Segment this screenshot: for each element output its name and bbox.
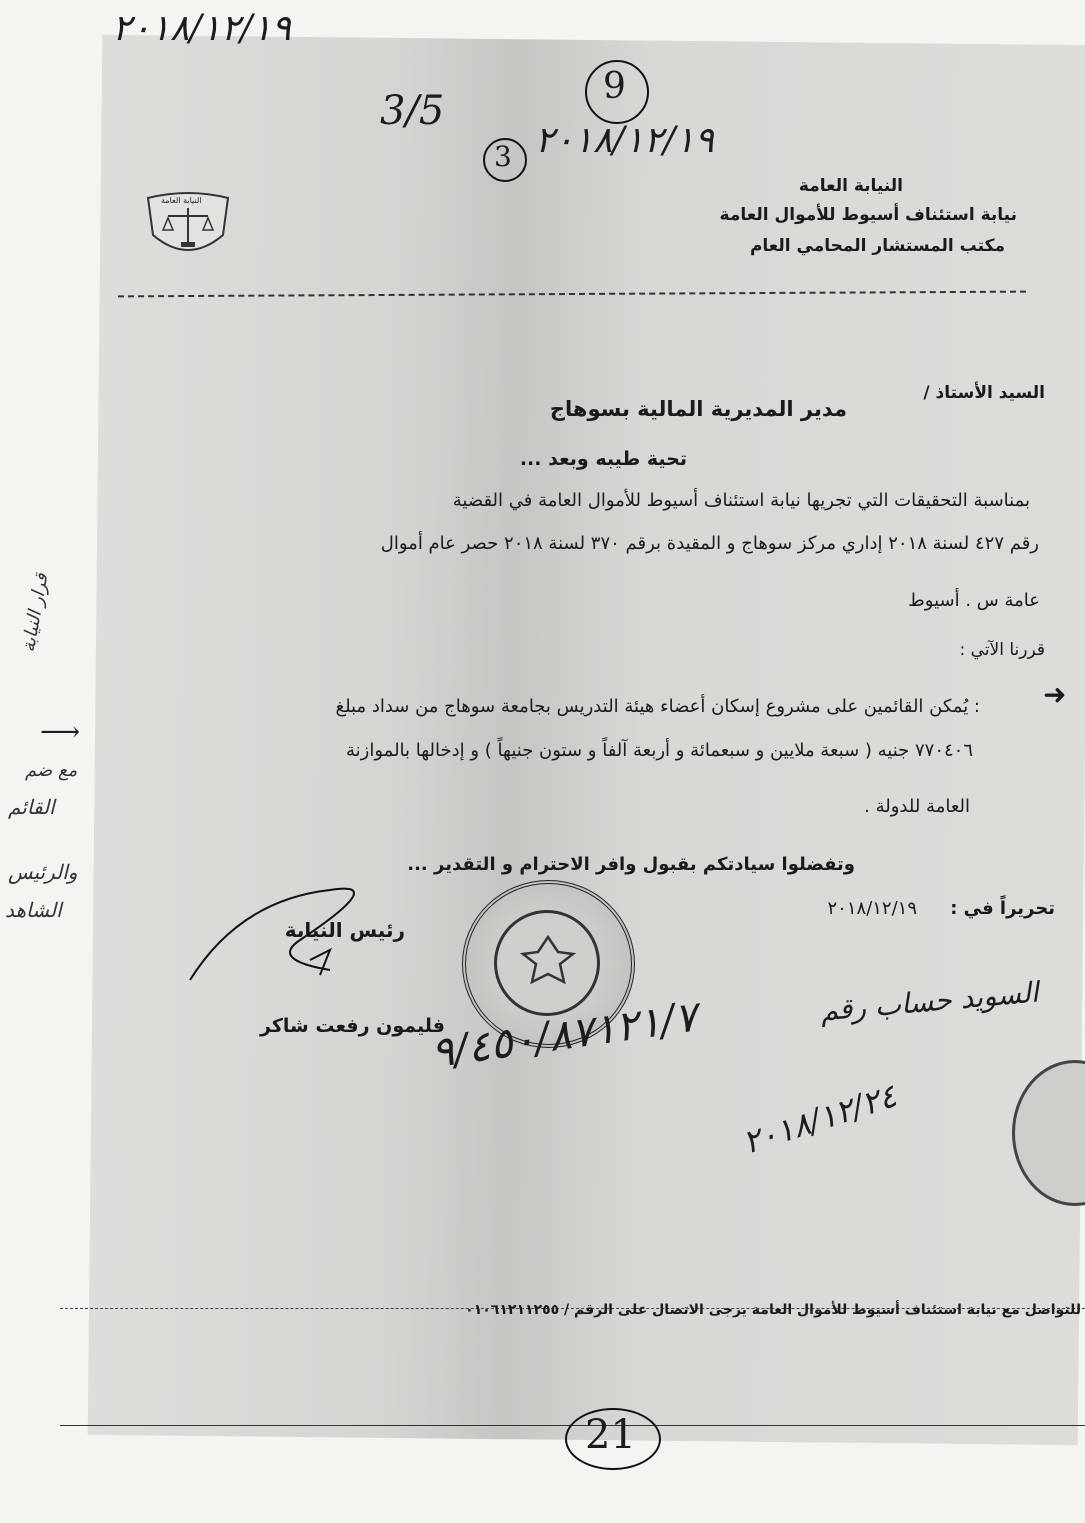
arrow-icon: ➜: [1043, 678, 1067, 711]
logo-caption: النيابة العامة: [161, 196, 202, 205]
date-value: ٢٠١٨/١٢/١٩: [827, 898, 917, 919]
handwritten-fraction: 3/5: [380, 88, 445, 134]
signer-name: فليمون رفعت شاكر: [260, 1015, 445, 1037]
header-line-3: مكتب المستشار المحامي العام: [749, 236, 1005, 256]
note-prefix: السويد: [958, 975, 1040, 1016]
header-line-2: نيابة استئناف أسيوط للأموال العامة: [719, 205, 1017, 225]
prosecution-logo: [143, 190, 233, 262]
handwritten-second-date: ٢٠١٨/١٢/١٩: [535, 120, 714, 161]
handwritten-signature: [180, 880, 400, 990]
body-line-1: بمناسبة التحقيقات التي تجريها نيابة استئناف أسيوط للأموال العامة في القضية: [452, 490, 1030, 511]
body-line-3: عامة س . أسيوط: [908, 590, 1040, 611]
eagle-emblem-icon: [518, 932, 578, 992]
addressee-name: مدير المديرية المالية بسوهاج: [549, 397, 847, 421]
header-line-1: النيابة العامة: [798, 176, 903, 196]
handwritten-page-circle-number: 9: [603, 66, 626, 107]
footer-contact: للتواصل مع نيابة استئناف أسيوط للأموال العامة يرجى الاتصال على الرقم / ٠١٠٦١٢١١٢٥٥: [465, 1302, 1081, 1318]
addressee-prefix: السيد الأستاذ /: [923, 383, 1045, 403]
margin-arrow-icon: ⟶: [40, 715, 81, 748]
closing-line: وتفضلوا سيادتكم بقبول وافر الاحترام و التقدير ...: [407, 854, 855, 875]
body-line-2: رقم ٤٢٧ لسنة ٢٠١٨ إداري مركز سوهاج و المقيدة برقم ٣٧٠ لسنة ٢٠١٨ حصر عام أموال: [380, 533, 1039, 554]
signer-title: رئيس النيابة: [284, 918, 405, 942]
page-number: 21: [585, 1412, 636, 1458]
handwritten-top-date: ٢٠١٨/١٢/١٩: [112, 8, 291, 49]
greeting: تحية طيبه وبعد ...: [519, 448, 687, 470]
handwritten-small-circle-number: 3: [494, 140, 512, 173]
margin-note-2: مع ضم: [25, 760, 78, 781]
date-label: تحريراً في :: [950, 898, 1055, 919]
item-line-1: : يُمكن القائمين على مشروع إسكان أعضاء هيئة التدريس بجامعة سوهاج من سداد مبلغ: [335, 696, 980, 717]
decided-heading: قررنا الآتي :: [959, 640, 1045, 660]
margin-note-3: القائم: [8, 795, 55, 819]
item-line-3: العامة للدولة .: [864, 796, 970, 817]
note-body: حساب رقم: [818, 983, 953, 1028]
margin-note-4: والرئيس: [8, 860, 78, 884]
handwritten-reference-number: ٩/٤٥٠/٨٧١٢١/٧: [427, 991, 701, 1078]
handwritten-bottom-date: ٢٠١٨/١٢/٢٤: [738, 1076, 902, 1162]
margin-note-1: قرار النيابة: [18, 571, 53, 654]
item-line-2: ٧٧٠٤٠٦ جنيه ( سبعة ملايين و سبعمائة و أربعة آلفاً و ستون جنيهاً ) و إدخالها بالموازنة: [346, 740, 973, 761]
margin-note-5: الشاهد: [5, 898, 62, 922]
